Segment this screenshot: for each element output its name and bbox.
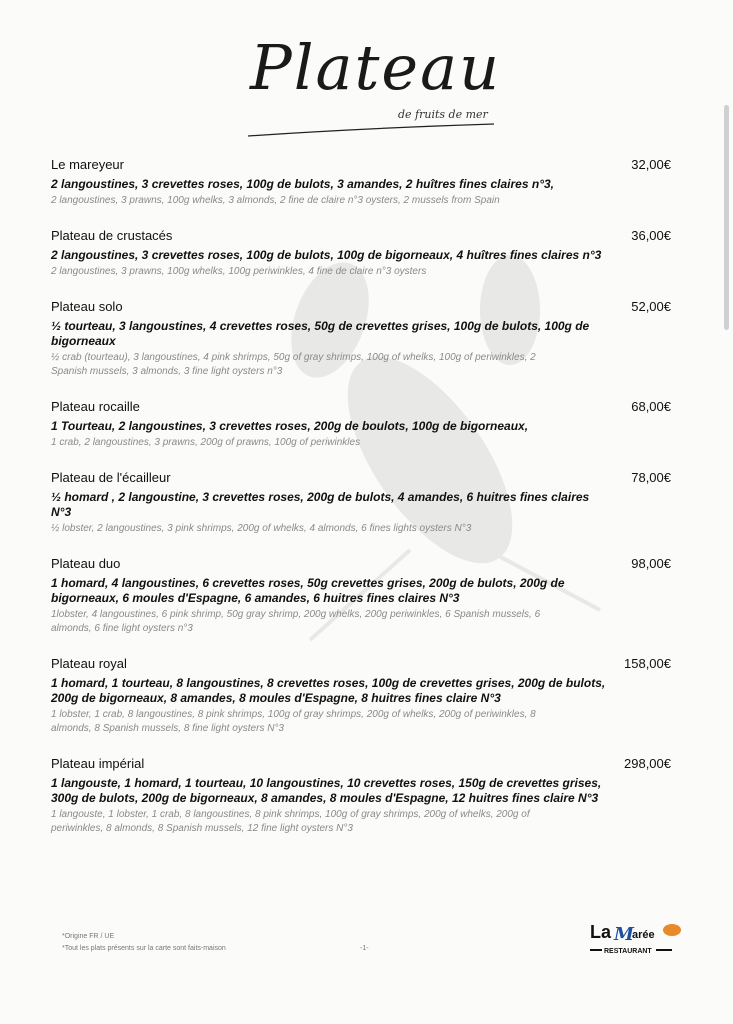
svg-text:arée: arée [632, 929, 655, 941]
item-description-fr: 1 homard, 4 langoustines, 6 crevettes roses, 50g crevettes grises, 200g de bulots, 200g de bigorneaux, 6 moules d'Espagne, 6 amandes, 6 huitres fines claires N°3 [51, 576, 565, 605]
menu-item [51, 556, 671, 636]
item-name: Plateau de l'écailleur [51, 470, 171, 485]
item-price: 68,00€ [631, 399, 671, 414]
svg-text:La: La [590, 922, 612, 942]
homemade-note: *Tout les plats présents sur la carte sont faits-maison [62, 945, 226, 952]
item-description-fr: ½ homard , 2 langoustine, 3 crevettes roses, 200g de bulots, 4 amandes, 6 huitres fines claires N°3 [51, 490, 590, 519]
menu-item [51, 157, 671, 208]
item-price: 52,00€ [631, 299, 671, 314]
item-price: 36,00€ [631, 228, 671, 243]
restaurant-logo [588, 914, 688, 958]
item-price: 78,00€ [631, 470, 671, 485]
item-price: 298,00€ [624, 756, 671, 771]
item-name: Le mareyeur [51, 157, 124, 172]
svg-text:RESTAURANT: RESTAURANT [604, 948, 652, 955]
item-name: Plateau de crustacés [51, 228, 173, 243]
svg-text:M: M [614, 924, 634, 945]
item-name: Plateau impérial [51, 756, 145, 771]
item-price: 98,00€ [631, 556, 671, 571]
item-name: Plateau rocaille [51, 399, 140, 414]
item-description-en: 1 langouste, 1 lobster, 1 crab, 8 langoustines, 8 pink shrimps, 100g of gray shrimps, 200g of whelks, 200g of periwinkles, 8 almonds, 8 Spanish mussels, 12 fine light oysters N°3 [51, 809, 530, 834]
item-description-fr: 1 langouste, 1 homard, 1 tourteau, 10 langoustines, 10 crevettes roses, 150g de crevettes grises, 300g de bulots, 200g de bigorneaux, 8 amandes, 8 moules d'Espagne, 12 huitres fines claire N°3 [51, 776, 602, 805]
item-description-en: 2 langoustines, 3 prawns, 100g whelks, 3 almonds, 2 fine de claire n°3 oysters, 2 mussels from Spain [51, 195, 500, 206]
menu-item [51, 399, 671, 450]
menu-item [51, 299, 671, 379]
menu-title: Plateau [250, 31, 502, 104]
origin-note: *Origine FR / UE [62, 933, 115, 940]
item-description-fr: 2 langoustines, 3 crevettes roses, 100g de bulots, 3 amandes, 2 huîtres fines claires n°3, [51, 177, 555, 191]
item-name: Plateau solo [51, 299, 123, 314]
menu-item [51, 228, 671, 279]
title-underline [246, 122, 496, 140]
menu-subtitle: de fruits de mer [398, 108, 488, 121]
menu-item [51, 470, 671, 536]
item-description-en: 1 lobster, 1 crab, 8 langoustines, 8 pink shrimps, 100g of gray shrimps, 200g of whelks, 200g of periwinkles, 8 almonds, 8 Spanish mussels, 8 fine light oysters N°3 [51, 709, 536, 734]
page-number: -1- [360, 945, 369, 952]
item-name: Plateau royal [51, 656, 127, 671]
item-description-en: ½ lobster, 2 langoustines, 3 pink shrimps, 200g of whelks, 4 almonds, 6 fines lights oysters N°3 [51, 523, 472, 534]
item-description-fr: 1 Tourteau, 2 langoustines, 3 crevettes roses, 200g de boulots, 100g de bigorneaux, [51, 419, 529, 433]
item-price: 158,00€ [624, 656, 671, 671]
item-name: Plateau duo [51, 556, 121, 571]
item-price: 32,00€ [631, 157, 671, 172]
item-description-en: 1 crab, 2 langoustines, 3 prawns, 200g of prawns, 100g of periwinkles [51, 437, 361, 448]
menu-item [51, 756, 671, 836]
item-description-fr: ½ tourteau, 3 langoustines, 4 crevettes roses, 50g de crevettes grises, 100g de bulots, 100g de bigorneaux [51, 319, 590, 348]
menu-items [51, 157, 671, 856]
item-description-en: ½ crab (tourteau), 3 langoustines, 4 pink shrimps, 50g of gray shrimps, 100g of whelks, 100g of periwinkles, 2 Spanish mussels, 3 almonds, 3 fine light oysters n°3 [51, 352, 536, 377]
menu-item [51, 656, 671, 736]
item-description-fr: 1 homard, 1 tourteau, 8 langoustines, 8 crevettes roses, 100g de crevettes grises, 200g de bulots, 200g de bigorneaux, 8 amandes, 8 moules d'Espagne, 8 huitres fines claire N°3 [51, 676, 606, 705]
scrollbar[interactable] [724, 105, 729, 330]
item-description-en: 2 langoustines, 3 prawns, 100g whelks, 100g periwinkles, 4 fine de claire n°3 oysters [51, 266, 427, 277]
item-description-en: 1lobster, 4 langoustines, 6 pink shrimp, 50g gray shrimp, 200g whelks, 200g periwinkles, 6 Spanish mussels, 6 almonds, 6 fine light oysters n°3 [51, 609, 541, 634]
item-description-fr: 2 langoustines, 3 crevettes roses, 100g de bulots, 100g de bigorneaux, 4 huîtres fines claires n°3 [51, 248, 602, 262]
